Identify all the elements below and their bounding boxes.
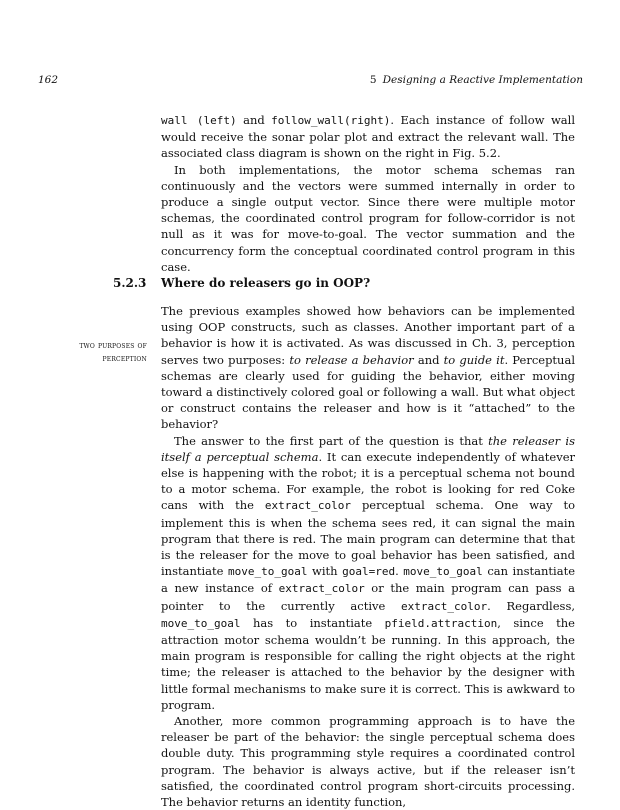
body-main [161,303,575,810]
paragraph: Another, more common programming approach is to have the releaser be part of the behavior: the single perceptual schema does double duty. This programming style requires a coordinated control program. The behavior is always active, but if the releaser isn’t satisfied, the coordinated control program short-circuits processing. The behavior returns an identity function, [161,714,575,810]
code-span: pfield.attraction [384,616,498,630]
code-span: move_to_goal [161,616,241,630]
text-span: . Each instance of follow wall would receive the sonar polar plot and extract the relevant wall. The associated class diagram is shown on the right in Fig. 5.2. [161,113,575,161]
body-top [161,112,575,275]
paragraph: In both implementations, the motor schema schemas ran continuously and the vectors were summed internally in order to produce a single output vector. Since there were multiple motor schemas, the coordinated control program for follow-corridor is not null as it was for move-to-goal. The vector summation and the concurrency form the conceptual coordinated control program in this case. [161,162,575,274]
margin-note-line: perception [102,353,147,364]
paragraph [161,433,575,713]
page-number: 162 [38,74,59,86]
text-span: or the main program can pass a pointer to the currently active [161,581,575,613]
code-span: extract_color [401,599,488,613]
code-span: wall (left) [161,114,237,127]
text-span: . Perceptual schemas are clearly used for guiding the behavior, either moving toward a distinctively colored goal or following a wall. But what object or construct contains the releaser and how is it “attached” to the behavior? [161,352,575,432]
chapter-title: Designing a Reactive Implementation [382,74,583,86]
text-span: . [395,564,404,579]
emphasis: to release a behavior [289,352,414,367]
text-span: and [236,113,272,127]
running-head [370,74,583,86]
code-span: goal=red [342,565,396,579]
code-span: follow_wall(right) [271,114,391,127]
text-span: The answer to the first part of the question is that [174,433,489,448]
text-span: has to instantiate [240,615,385,630]
chapter-number: 5 [369,74,377,86]
text-span: with [307,564,343,579]
section-title: Where do releasers go in OOP? [161,276,371,290]
section-number: 5.2.3 [113,276,147,290]
emphasis: the releaser is itself a perceptual schema [161,433,576,464]
emphasis: to guide it [443,352,505,367]
code-span: move_to_goal [403,565,483,579]
text-span: can instantiate a new instance of [161,564,576,596]
paragraph [161,303,575,433]
paragraph [161,112,575,162]
code-span: extract_color [264,499,351,513]
code-span: extract_color [278,582,365,596]
text-span: . It can execute independently of whatever else is happening with the robot; it is a perceptual schema not bound to a motor schema. For example, the robot is looking for red Coke cans with the [161,449,575,513]
text-span: . Regardless, [487,598,576,613]
text-span: and [413,352,444,367]
margin-note [33,340,147,365]
code-span: move_to_goal [228,565,308,579]
text-span: The previous examples showed how behaviors can be implemented using OOP constructs, such as classes. Another important part of a behavior is how it is activated. As was discussed in Ch. 3, perception serves two purposes: [161,304,575,367]
text-span: perceptual schema. One way to implement this is when the schema sees red, it can signal the main program that there is red. The main program can determine that that is the releaser for the move to goal behavior has been satisfied, and instantiate [161,498,575,579]
text-span: , since the attraction motor schema wouldn’t be running. In this approach, the main program is responsible for calling the right objects at the right time; the releaser is attached to the behavior by the designer with little formal mechanisms to make sure it is correct. This is awkward to program. [161,615,575,712]
margin-note-line: two purposes of [79,341,147,351]
